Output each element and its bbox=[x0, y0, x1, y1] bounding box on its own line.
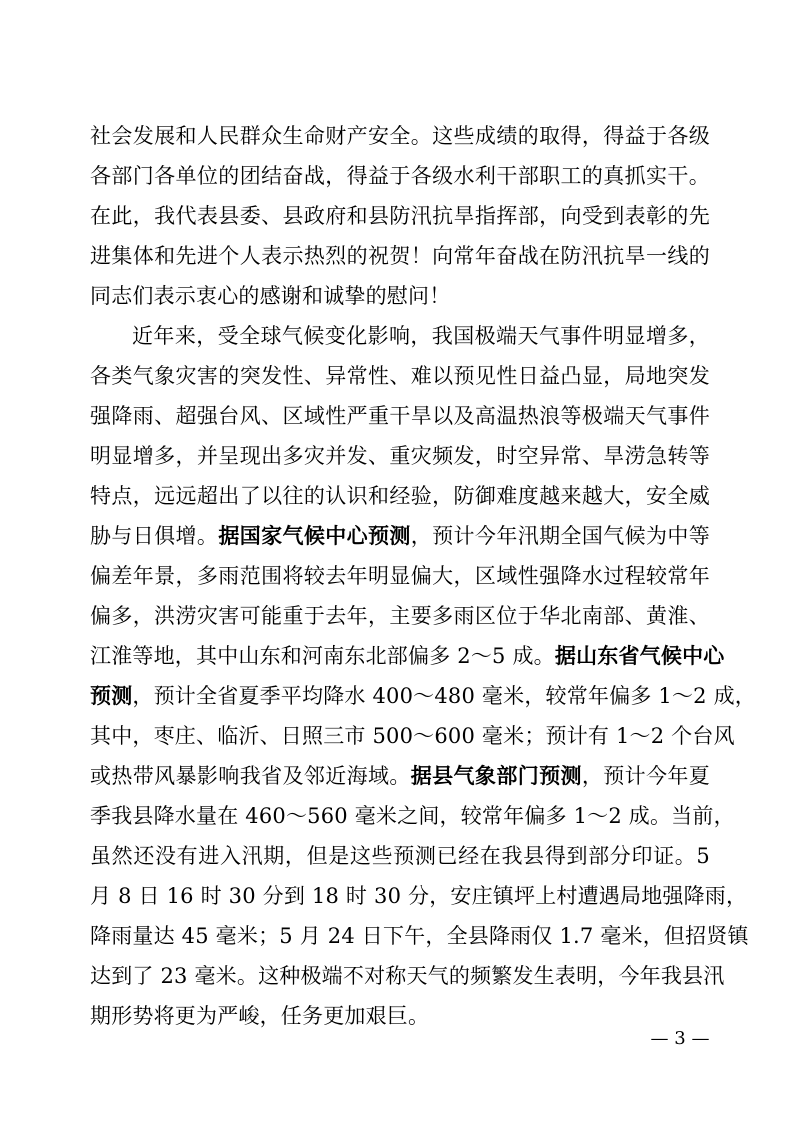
text-line bbox=[90, 556, 710, 596]
emphasized-text: 据山东省气候中心 bbox=[554, 643, 725, 668]
text-segment: 各部门各单位的团结奋战，得益于各级水利干部职工的真抓实干。 bbox=[90, 164, 710, 188]
text-line bbox=[90, 876, 748, 916]
text-segment: 进集体和先进个人表示热烈的祝贺！向常年奋战在防汛抗旱一线的 bbox=[90, 244, 710, 268]
text-line bbox=[90, 356, 710, 396]
text-line bbox=[90, 836, 710, 876]
emphasized-text: 预测 bbox=[90, 683, 133, 708]
text-segment: 或热带风暴影响我省及邻近海域。 bbox=[90, 764, 411, 788]
text-segment: 月 8 日 16 时 30 分到 18 时 30 分，安庄镇坪上村遭遇局地强降雨， bbox=[90, 884, 748, 908]
text-line bbox=[90, 996, 710, 1036]
text-line bbox=[90, 756, 710, 796]
text-segment: 在此，我代表县委、县政府和县防汛抗旱指挥部，向受到表彰的先 bbox=[90, 204, 710, 228]
text-segment: 近年来，受全球气候变化影响，我国极端天气事件明显增多， bbox=[132, 324, 710, 348]
text-segment: 降雨量达 45 毫米；5 月 24 日下午，全县降雨仅 1.7 毫米，但招贤镇 bbox=[90, 924, 749, 948]
text-line bbox=[90, 236, 710, 276]
text-line bbox=[90, 516, 710, 556]
text-segment: ，预计全省夏季平均降水 400～480 毫米，较常年偏多 1～2 成， bbox=[132, 684, 756, 708]
page-number: — 3 — bbox=[650, 1028, 710, 1049]
text-line bbox=[90, 196, 710, 236]
emphasized-text: 据国家气候中心预测 bbox=[218, 523, 411, 548]
text-segment: ，预计今年汛期全国气候为中等 bbox=[410, 524, 710, 548]
text-line bbox=[90, 916, 749, 956]
text-segment: 强降雨、超强台风、区域性严重干旱以及高温热浪等极端天气事件 bbox=[90, 404, 710, 428]
text-line bbox=[90, 636, 725, 676]
text-line bbox=[90, 276, 710, 316]
text-segment: ，预计今年夏 bbox=[581, 764, 711, 788]
text-segment: 各类气象灾害的突发性、异常性、难以预见性日益凸显，局地突发 bbox=[90, 364, 710, 388]
text-segment: 期形势将更为严峻，任务更加艰巨。 bbox=[90, 1004, 430, 1028]
text-line bbox=[90, 716, 735, 756]
text-line bbox=[90, 316, 710, 356]
text-line bbox=[90, 956, 725, 996]
text-line bbox=[90, 156, 710, 196]
text-segment: 社会发展和人民群众生命财产安全。这些成绩的取得，得益于各级 bbox=[90, 124, 710, 148]
text-line bbox=[90, 676, 756, 716]
text-line bbox=[90, 796, 735, 836]
text-line bbox=[90, 476, 710, 516]
text-segment: 偏差年景，多雨范围将较去年明显偏大，区域性强降水过程较常年 bbox=[90, 564, 710, 588]
body-text bbox=[90, 116, 756, 1036]
text-segment: 胁与日俱增。 bbox=[90, 524, 219, 548]
text-line bbox=[90, 116, 710, 156]
text-segment: 其中，枣庄、临沂、日照三市 500～600 毫米；预计有 1～2 个台风 bbox=[90, 724, 735, 748]
text-line bbox=[90, 436, 710, 476]
text-segment: 达到了 23 毫米。这种极端不对称天气的频繁发生表明，今年我县汛 bbox=[90, 964, 725, 988]
text-segment: 虽然还没有进入汛期，但是这些预测已经在我县得到部分印证。5 bbox=[90, 844, 710, 868]
emphasized-text: 据县气象部门预测 bbox=[410, 763, 582, 788]
paragraph bbox=[90, 116, 710, 316]
paragraph bbox=[90, 316, 756, 1036]
text-segment: 特点，远远超出了以往的认识和经验，防御难度越来越大，安全威 bbox=[90, 484, 710, 508]
text-segment: 偏多，洪涝灾害可能重于去年，主要多雨区位于华北南部、黄淮、 bbox=[90, 604, 710, 628]
text-segment: 江淮等地，其中山东和河南东北部偏多 2～5 成。 bbox=[90, 644, 555, 668]
text-segment: 季我县降水量在 460～560 毫米之间，较常年偏多 1～2 成。当前， bbox=[90, 804, 735, 828]
text-line bbox=[90, 396, 710, 436]
text-segment: 同志们表示衷心的感谢和诚挚的慰问！ bbox=[90, 284, 451, 308]
text-line bbox=[90, 596, 710, 636]
text-segment: 明显增多，并呈现出多灾并发、重灾频发，时空异常、旱涝急转等 bbox=[90, 444, 710, 468]
